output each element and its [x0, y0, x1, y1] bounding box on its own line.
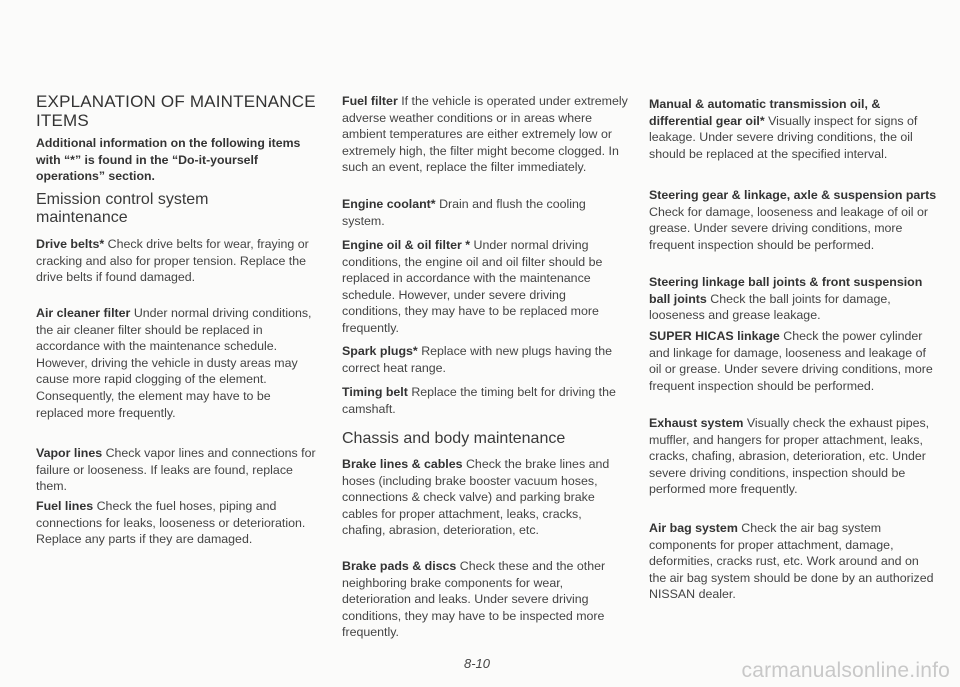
item-brake-pads	[342, 558, 628, 641]
item-fuel-lines	[36, 498, 320, 548]
item-steering-gear	[649, 187, 937, 253]
item-title: Fuel filter	[342, 94, 398, 108]
watermark: carmanualsonline.info	[741, 659, 950, 682]
item-engine-oil	[342, 237, 628, 337]
item-text: Check for damage, looseness and leakage of oil or grease. Under severe driving conditions, more frequent inspection should be performed.	[649, 204, 928, 252]
item-title: Air cleaner filter	[36, 306, 131, 320]
item-title: Engine coolant*	[342, 197, 436, 211]
item-title: Air bag system	[649, 521, 738, 535]
item-title: Steering linkage ball joints & front suspension ball joints	[649, 275, 923, 306]
item-title: Spark plugs*	[342, 344, 418, 358]
item-exhaust-system	[649, 415, 937, 498]
item-title: Drive belts*	[36, 237, 105, 251]
item-text: Check the ball joints for damage, looseness and grease leakage.	[649, 291, 891, 323]
item-text: Check these and the other neighboring brake components for wear, deterioration and leaks. Under severe driving conditions, they may have to be inspected more frequently.	[342, 559, 606, 640]
item-text: Check the air bag system components for proper attachment, damage, deformities, cracks rust, etc. Work around and on the air bag system should be done by an authorized NISSAN dealer.	[649, 521, 934, 602]
item-text: Check the power cylinder and linkage for damage, looseness and leakage of oil or grease. Under severe driving conditions, more frequent inspection should be performed.	[649, 329, 933, 393]
item-text: If the vehicle is operated under extremely adverse weather conditions or in areas where ambient temperatures are either extremely low or extremely high, the filter might become clogged. In such an event, replace the filter immediately.	[342, 94, 628, 175]
item-text: Check the brake lines and hoses (including brake booster vacuum hoses, connections & check valve) and parking brake cables for proper attachment, leaks, cracks, chafing, abrasion, deterioration, etc.	[342, 457, 610, 538]
item-spark-plugs	[342, 343, 628, 376]
item-super-hicas	[649, 328, 937, 394]
item-title: Vapor lines	[36, 446, 103, 460]
page-heading: EXPLANATION OF MAINTENANCE ITEMS	[36, 92, 316, 130]
item-title: Timing belt	[342, 385, 408, 399]
chassis-section-heading: Chassis and body maintenance	[342, 430, 566, 447]
item-text: Under normal driving conditions, the engine oil and oil filter should be replaced in accordance with the maintenance schedule. However, under severe driving conditions, they may have to be replaced more frequently.	[342, 238, 603, 335]
intro-note: Additional information on the following items with “*” is found in the “Do-it-yourself operations” section.	[36, 136, 301, 183]
item-transmission-oil	[649, 96, 937, 162]
item-text: Visually check the exhaust pipes, muffler, and hangers for proper attachment, leaks, cracks, chafing, abrasion, deterioration, etc. Under severe driving conditions, inspection should be performed more frequently.	[649, 416, 930, 497]
item-title: Steering gear & linkage, axle & suspension parts	[649, 188, 937, 202]
item-text: Check vapor lines and connections for failure or looseness. If leaks are found, replace them.	[36, 446, 316, 494]
page-number: 8-10	[464, 656, 491, 671]
item-drive-belts	[36, 236, 320, 286]
item-timing-belt	[342, 384, 628, 417]
item-text: Replace the timing belt for driving the camshaft.	[342, 385, 616, 416]
item-title: SUPER HICAS linkage	[649, 329, 780, 343]
item-ball-joints	[649, 274, 937, 324]
item-brake-lines	[342, 456, 628, 539]
item-text: Check drive belts for wear, fraying or cracking and also for proper tension. Replace the drive belts if found damaged.	[36, 237, 309, 285]
item-engine-coolant	[342, 196, 628, 229]
item-text: Check the fuel hoses, piping and connections for leaks, looseness or deterioration. Replace any parts if they are damaged.	[36, 499, 306, 547]
item-title: Fuel lines	[36, 499, 94, 513]
item-vapor-lines	[36, 445, 320, 495]
item-title: Manual & automatic transmission oil, & differential gear oil*	[649, 97, 881, 128]
item-text: Drain and flush the cooling system.	[342, 197, 586, 228]
item-text: Visually inspect for signs of leakage. Under severe driving conditions, the oil should be replaced at the specified interval.	[649, 113, 918, 161]
item-text: Replace with new plugs having the correct heat range.	[342, 344, 612, 375]
item-air-cleaner-filter	[36, 305, 320, 421]
item-fuel-filter	[342, 93, 628, 176]
item-title: Exhaust system	[649, 416, 744, 430]
item-text: Under normal driving conditions, the air cleaner filter should be replaced in accordance with the maintenance schedule. However, driving the vehicle in dusty areas may cause more rapid clogging of the element. Consequently, the element may have to be replaced more frequently.	[36, 306, 312, 420]
item-title: Brake pads & discs	[342, 559, 457, 573]
item-air-bag-system	[649, 520, 937, 603]
emission-section-heading: Emission control system maintenance	[36, 191, 209, 226]
item-title: Brake lines & cables	[342, 457, 463, 471]
item-title: Engine oil & oil filter *	[342, 238, 471, 252]
